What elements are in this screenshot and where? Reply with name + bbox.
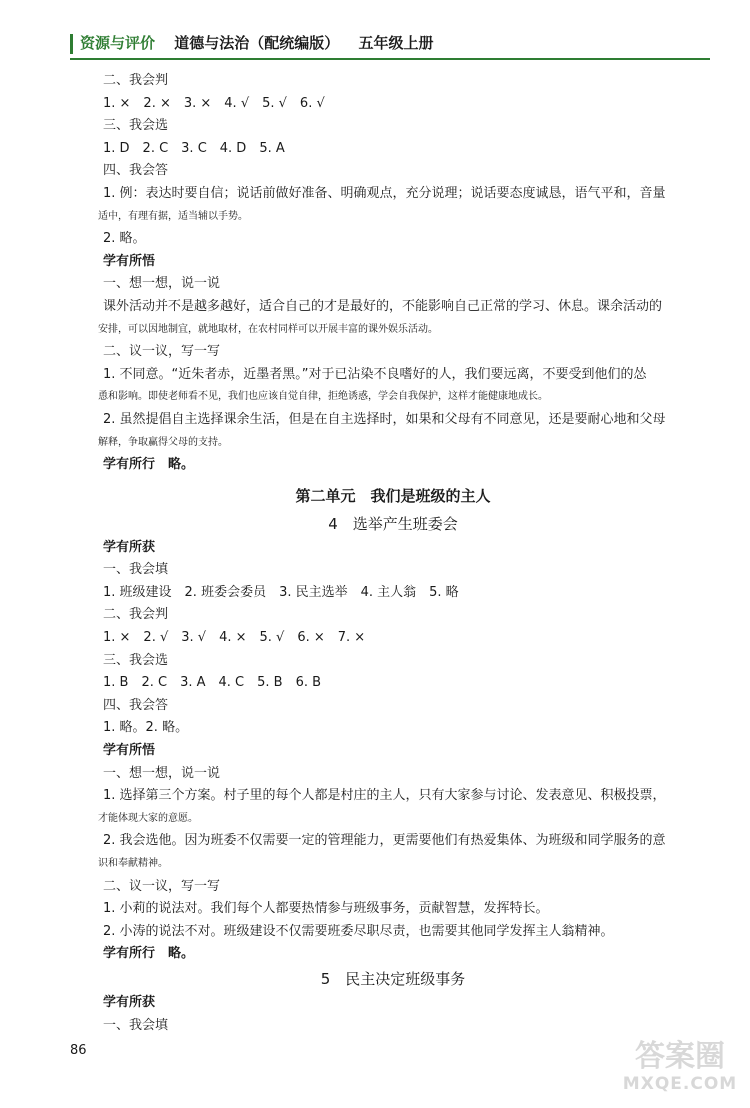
header-accent-bar [70,34,73,54]
header-grade: 五年级上册 [358,34,434,52]
header-title [80,32,448,53]
answer-line: 1. B 2. C 3. A 4. C 5. B 6. B [103,675,322,691]
section-heading: 学有所行 略。 [103,946,195,962]
header-book: 道德与法治（配统编版） [174,34,340,52]
answer-line: 1. 不同意。“近朱者赤，近墨者黑。”对于已沾染不良嗜好的人，我们要远离，不要受到他们的怂 [103,366,647,382]
answer-line-continued: 识和奉献精神。 [98,858,168,869]
answer-line: 四、我会答 [103,163,169,179]
answer-line: 二、我会判 [103,73,169,88]
answer-line: 2. 略。 [103,231,146,247]
section-heading: 学有所获 [103,539,156,555]
answer-line: 课外活动并不是越多越好，适合自己的才是最好的，不能影响自己正常的学习、休息。课余活动的 [103,298,663,314]
answer-line: 三、我会选 [103,652,169,668]
answer-content [98,70,713,1037]
answer-line-continued: 安排，可以因地制宜，就地取材，在农村同样可以开展丰富的课外娱乐活动。 [98,323,438,335]
answer-line: 2. 小涛的说法不对。班级建设不仅需要班委尽职尽责，也需要其他同学发挥主人翁精神。 [103,923,614,939]
answer-line: 1. D 2. C 3. C 4. D 5. A [103,140,285,156]
header-rule [70,58,710,60]
answer-line: 1. × 2. √ 3. √ 4. × 5. √ 6. × 7. × [103,630,366,646]
answer-line: 一、我会填 [103,562,169,578]
answer-line: 二、议一议，写一写 [103,344,221,360]
answer-line: 1. × 2. × 3. × 4. √ 5. √ 6. √ [103,95,325,111]
answer-line: 一、想一想，说一说 [103,765,221,781]
lesson-title: 4 选举产生班委会 [328,514,458,533]
answer-line: 二、议一议，写一写 [103,878,221,894]
answer-line-continued: 恿和影响。即使老师看不见，我们也应该自觉自律，拒绝诱惑，学会自我保护，这样才能健康地成长。 [98,391,548,403]
section-heading: 学有所行 略。 [103,457,195,473]
answer-line: 三、我会选 [103,118,169,134]
header-series: 资源与评价 [80,34,156,52]
answer-line: 1. 例：表达时要自信；说话前做好准备、明确观点，充分说理；说话要态度诚恳，语气平和，音量 [103,185,666,201]
answer-line-continued: 解释，争取赢得父母的支持。 [98,436,228,448]
answer-line: 1. 班级建设 2. 班委会委员 3. 民主选举 4. 主人翁 5. 略 [103,584,459,600]
answer-line-continued: 适中，有理有据，适当辅以手势。 [98,210,248,222]
watermark-top: 答案圈 [635,1039,725,1074]
page-number: 86 [70,1043,87,1058]
watermark-logo [620,1040,740,1100]
answer-line-continued: 才能体现大家的意愿。 [98,812,198,824]
lesson-title: 5 民主决定班级事务 [320,969,466,988]
unit-title: 第二单元 我们是班级的主人 [295,486,491,505]
answer-line: 二、我会判 [103,607,169,623]
answer-line: 1. 略。2. 略。 [103,720,189,736]
answer-line: 1. 选择第三个方案。村子里的每个人都是村庄的主人，只有大家参与讨论、发表意见、积极投票， [103,788,666,804]
page-header [70,30,710,58]
watermark-bottom: MXQE.COM [622,1074,738,1094]
section-heading: 学有所悟 [103,743,156,759]
section-heading: 学有所悟 [103,253,156,269]
answer-line: 2. 虽然提倡自主选择课余生活，但是在自主选择时，如果和父母有不同意见，还是要耐心地和父母 [103,411,666,427]
answer-line: 2. 我会选他。因为班委不仅需要一定的管理能力，更需要他们有热爱集体、为班级和同学服务的意 [103,833,666,849]
section-heading: 学有所获 [103,994,156,1010]
answer-line: 一、想一想，说一说 [103,276,221,292]
answer-line: 四、我会答 [103,697,169,713]
answer-line: 1. 小莉的说法对。我们每个人都要热情参与班级事务，贡献智慧，发挥特长。 [103,901,549,917]
answer-line: 一、我会填 [103,1017,169,1033]
